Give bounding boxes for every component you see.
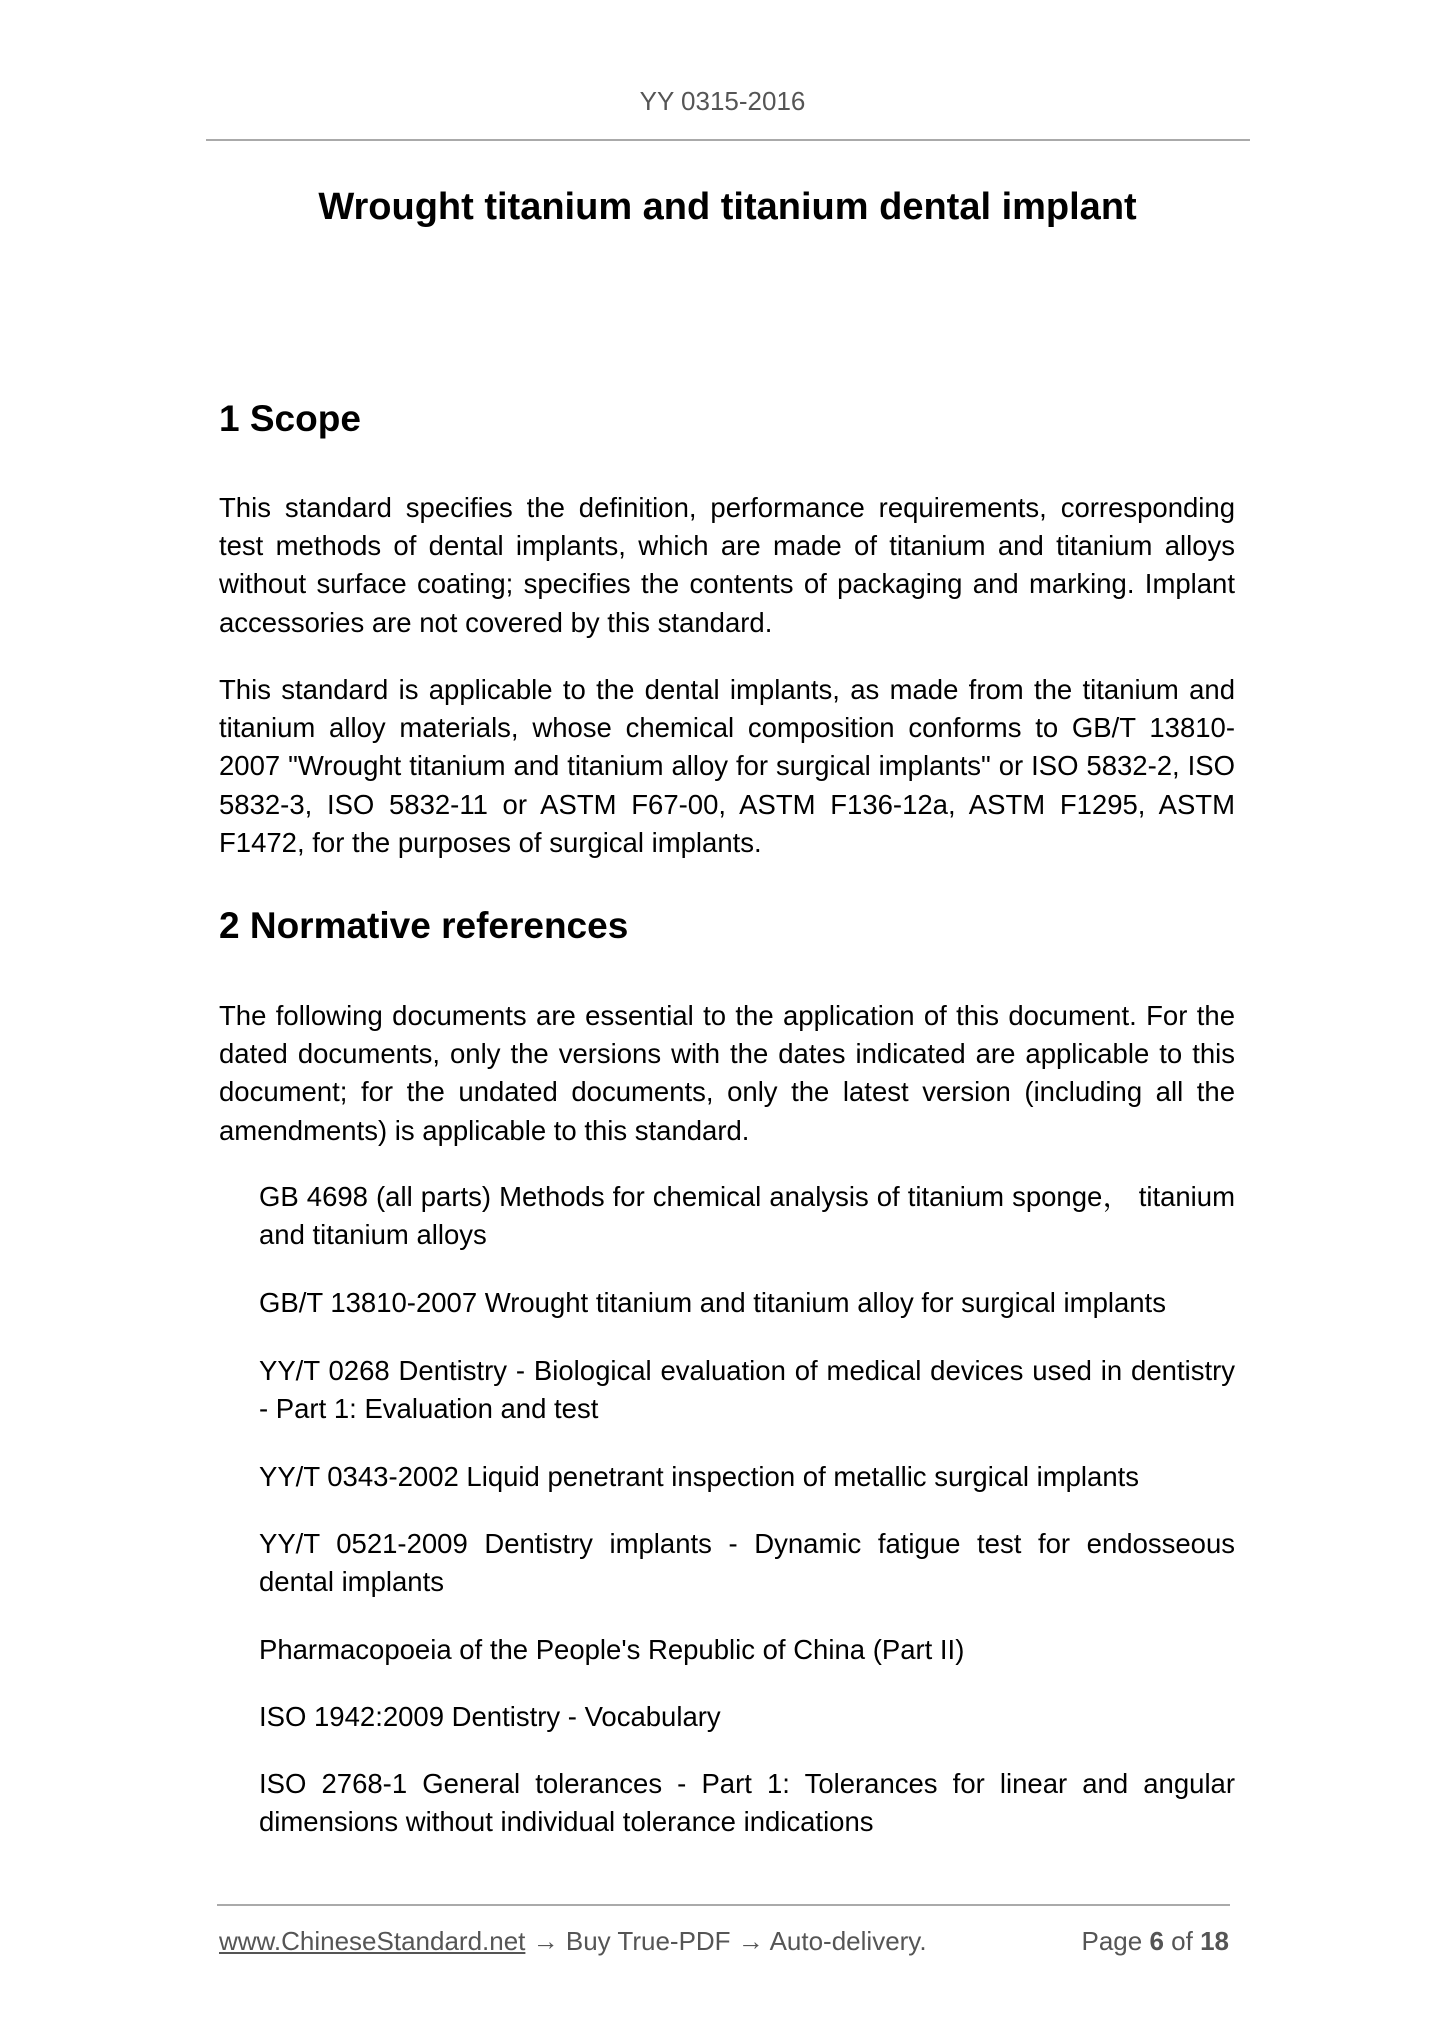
reference-item: YY/T 0343-2002 Liquid penetrant inspection of metallic surgical implants: [259, 1461, 1139, 1492]
header-doc-code: YY 0315-2016: [639, 86, 806, 116]
reference-item: ISO 2768-1 General tolerances - Part 1: Tolerances for linear and angular dimensions without individual tolerance indications: [259, 1768, 1235, 1838]
footer-text: → Buy True-PDF → Auto-delivery.: [525, 1926, 927, 1956]
footer: [219, 1926, 1229, 1957]
paragraph: The following documents are essential to the application of this document. For the dated documents, only the versions with the dates indicated are applicable to this document; for the undated documents, only the latest version (including all the amendments) is applicable to this standard.: [219, 1000, 1235, 1146]
page-total: 18: [1200, 1926, 1229, 1956]
reference-item: GB 4698 (all parts) Methods for chemical analysis of titanium sponge， titanium and titanium alloys: [259, 1181, 1235, 1251]
document-title: Wrought titanium and titanium dental implant: [318, 186, 1137, 228]
page-label: Page: [1081, 1926, 1143, 1956]
reference-item: Pharmacopoeia of the People's Republic of China (Part II): [259, 1634, 965, 1665]
footer-divider: [217, 1904, 1230, 1906]
page-indicator: [1081, 1926, 1229, 1957]
reference-item: YY/T 0268 Dentistry - Biological evaluation of medical devices used in dentistry - Part 1: Evaluation and test: [259, 1355, 1235, 1425]
of-label: of: [1171, 1926, 1193, 1956]
reference-item: YY/T 0521-2009 Dentistry implants - Dynamic fatigue test for endosseous dental implants: [259, 1528, 1235, 1598]
header-divider: [206, 139, 1250, 141]
section-heading-scope: 1 Scope: [219, 398, 361, 439]
website-link[interactable]: www.ChineseStandard.net: [219, 1926, 526, 1956]
paragraph: This standard specifies the definition, performance requirements, corresponding test methods of dental implants, which are made of titanium and titanium alloys without surface coating; specifies the contents of packaging and marking. Implant accessories are not covered by this standard.: [219, 492, 1235, 638]
reference-item: ISO 1942:2009 Dentistry - Vocabulary: [259, 1701, 721, 1732]
paragraph: This standard is applicable to the dental implants, as made from the titanium and titanium alloy materials, whose chemical composition conforms to GB/T 13810-2007 "Wrought titanium and titanium alloy for surgical implants" or ISO 5832-2, ISO 5832-3, ISO 5832-11 or ASTM F67-00, ASTM F136-12a, ASTM F1295, ASTM F1472, for the purposes of surgical implants.: [219, 674, 1235, 858]
page-number: 6: [1149, 1926, 1164, 1956]
reference-item: GB/T 13810-2007 Wrought titanium and titanium alloy for surgical implants: [259, 1287, 1166, 1318]
section-heading-normative-references: 2 Normative references: [219, 905, 629, 946]
